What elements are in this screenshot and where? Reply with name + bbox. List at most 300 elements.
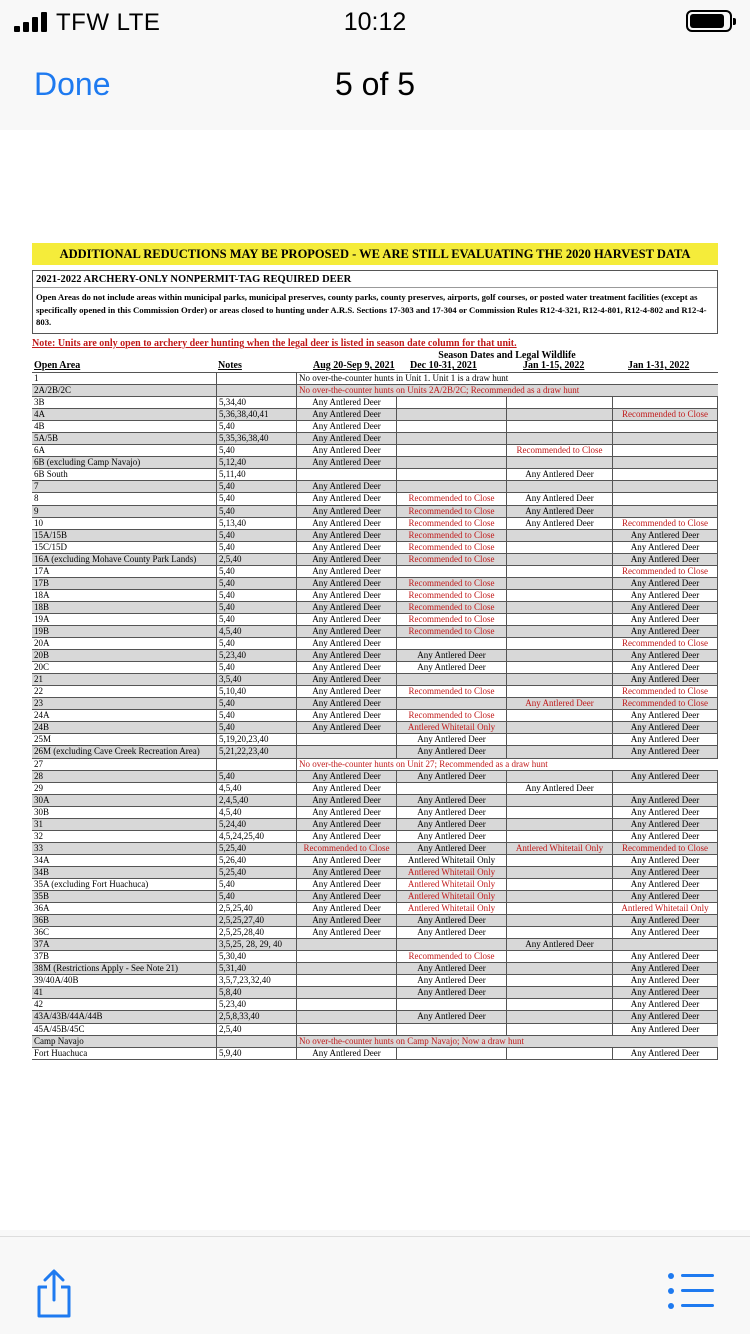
season-dec-cell [396,445,506,456]
notes-cell: 5,21,22,23,40 [216,746,296,757]
season-jan-15-cell [506,457,612,468]
open-area-cell: 15C/15D [34,541,68,552]
season-jan-15-cell [506,1024,612,1035]
open-area-cell: 19A [34,613,50,624]
notes-cell: 5,25,40 [216,843,296,854]
season-aug-sep-cell: Any Antlered Deer [296,722,396,733]
season-jan-15-cell [506,867,612,878]
notes-cell: 2,5,8,33,40 [216,1011,296,1022]
open-area-cell: 19B [34,625,50,636]
season-jan-31-cell: Any Antlered Deer [612,1024,718,1035]
list-icon[interactable] [668,1273,714,1309]
table-row [32,733,718,745]
season-jan-31-cell: Any Antlered Deer [612,867,718,878]
table-row [32,962,718,974]
season-jan-31-cell: Any Antlered Deer [612,554,718,565]
season-dec-cell: Any Antlered Deer [396,987,506,998]
season-aug-sep-cell: Any Antlered Deer [296,554,396,565]
open-area-cell: 43A/43B/44A/44B [34,1011,103,1022]
season-jan-31-cell [612,445,718,456]
season-aug-sep-cell: Any Antlered Deer [296,530,396,541]
table-row [32,998,718,1010]
season-dec-cell: Recommended to Close [396,590,506,601]
season-aug-sep-cell: Any Antlered Deer [296,795,396,806]
notes-cell: 2,4,5,40 [216,795,296,806]
notes-cell: 5,40 [216,614,296,625]
season-jan-15-cell [506,771,612,782]
season-aug-sep-cell: Any Antlered Deer [296,457,396,468]
season-jan-31-cell: Any Antlered Deer [612,987,718,998]
season-aug-sep-cell: Any Antlered Deer [296,590,396,601]
open-area-cell: 24B [34,722,50,733]
season-jan-15-cell [506,915,612,926]
table-row [32,444,718,456]
table-row [32,1010,718,1022]
season-dec-cell [396,421,506,432]
notes-cell: 4,5,24,25,40 [216,831,296,842]
season-jan-15-cell: Any Antlered Deer [506,518,612,529]
season-dec-cell: Recommended to Close [396,530,506,541]
season-jan-15-cell [506,891,612,902]
season-aug-sep-cell: Any Antlered Deer [296,927,396,938]
table-row [32,830,718,842]
table-row [32,432,718,444]
span-note-cell: No over-the-counter hunts on Unit 27; Recommended as a draw hunt [296,759,718,770]
table-row [32,914,718,926]
table-row [32,480,718,492]
col-open-area: Open Area [34,360,81,371]
notes-cell: 5,40 [216,662,296,673]
season-aug-sep-cell [296,975,396,986]
season-aug-sep-cell [296,963,396,974]
table-row [32,529,718,541]
season-jan-31-cell [612,506,718,517]
season-dec-cell: Antlered Whitetail Only [396,722,506,733]
table-row [32,878,718,890]
open-area-cell: 36A [34,903,50,914]
season-jan-31-cell: Any Antlered Deer [612,963,718,974]
season-jan-31-cell: Any Antlered Deer [612,542,718,553]
open-area-cell: Camp Navajo [34,1035,84,1046]
season-jan-31-cell: Any Antlered Deer [612,530,718,541]
season-jan-15-cell [506,481,612,492]
season-dec-cell [396,1024,506,1035]
table-row [32,950,718,962]
notes-cell: 5,23,40 [216,999,296,1010]
season-jan-15-cell [506,734,612,745]
season-jan-15-cell [506,433,612,444]
season-jan-31-cell [612,421,718,432]
season-jan-31-cell: Any Antlered Deer [612,855,718,866]
open-area-cell: 8 [34,493,39,504]
notes-cell [216,1036,296,1047]
season-jan-31-cell: Any Antlered Deer [612,915,718,926]
season-aug-sep-cell: Any Antlered Deer [296,566,396,577]
notes-cell: 5,40 [216,542,296,553]
table-body [32,372,718,1059]
table-row [32,396,718,408]
open-area-cell: 32 [34,830,43,841]
season-jan-31-cell: Any Antlered Deer [612,710,718,721]
season-jan-15-cell: Any Antlered Deer [506,506,612,517]
season-dec-cell: Any Antlered Deer [396,795,506,806]
span-note-cell: No over-the-counter hunts in Unit 1. Unit 1 is a draw hunt [296,373,718,384]
season-jan-15-cell: Antlered Whitetail Only [506,843,612,854]
notes-cell: 5,40 [216,698,296,709]
table-row [32,649,718,661]
season-jan-31-cell: Recommended to Close [612,566,718,577]
season-jan-31-cell: Any Antlered Deer [612,590,718,601]
season-aug-sep-cell: Any Antlered Deer [296,397,396,408]
season-aug-sep-cell: Any Antlered Deer [296,650,396,661]
season-dec-cell [396,397,506,408]
season-jan-31-cell: Any Antlered Deer [612,891,718,902]
done-button[interactable]: Done [34,66,111,102]
open-area-cell: 35B [34,891,50,902]
nav-bar [0,40,750,120]
season-dec-cell [396,409,506,420]
season-jan-15-cell [506,614,612,625]
col-notes: Notes [218,360,242,371]
table-row [32,986,718,998]
notes-cell: 5,40 [216,566,296,577]
open-area-cell: 23 [34,698,43,709]
notes-cell [216,759,296,770]
season-header: Season Dates and Legal Wildlife [438,350,576,361]
open-area-cell: 35A (excluding Fort Huachuca) [34,878,149,889]
season-aug-sep-cell: Any Antlered Deer [296,518,396,529]
season-dec-cell: Recommended to Close [396,626,506,637]
season-jan-15-cell [506,566,612,577]
table-row [32,601,718,613]
open-area-cell: 36C [34,927,50,938]
table-row [32,541,718,553]
season-aug-sep-cell: Any Antlered Deer [296,481,396,492]
season-dec-cell: Antlered Whitetail Only [396,891,506,902]
table-row [32,637,718,649]
battery-icon [686,10,732,32]
season-aug-sep-cell: Any Antlered Deer [296,710,396,721]
open-area-cell: 2A/2B/2C [34,385,72,396]
season-aug-sep-cell: Any Antlered Deer [296,674,396,685]
season-aug-sep-cell: Any Antlered Deer [296,602,396,613]
season-dec-cell [396,674,506,685]
document-title: 2021-2022 ARCHERY-ONLY NONPERMIT-TAG REQUIRED DEER [33,271,717,288]
notes-cell: 3,5,7,23,32,40 [216,975,296,986]
table-row [32,589,718,601]
season-aug-sep-cell [296,987,396,998]
season-dec-cell: Any Antlered Deer [396,662,506,673]
carrier-label: TFW LTE [56,9,161,36]
table-row [32,721,718,733]
table-row [32,613,718,625]
season-jan-15-cell [506,987,612,998]
open-area-cell: 10 [34,517,43,528]
season-aug-sep-cell: Any Antlered Deer [296,879,396,890]
season-aug-sep-cell [296,1011,396,1022]
open-area-cell: 41 [34,987,43,998]
season-jan-15-cell [506,626,612,637]
col-jan-15: Jan 1-15, 2022 [523,360,585,371]
season-jan-31-cell: Any Antlered Deer [612,819,718,830]
season-aug-sep-cell: Any Antlered Deer [296,915,396,926]
notes-cell: 5,40 [216,493,296,504]
notes-cell: 4,5,40 [216,783,296,794]
season-aug-sep-cell: Any Antlered Deer [296,783,396,794]
season-jan-15-cell [506,662,612,673]
notes-cell: 5,34,40 [216,397,296,408]
season-jan-31-cell: Any Antlered Deer [612,662,718,673]
season-aug-sep-cell: Any Antlered Deer [296,409,396,420]
season-dec-cell: Antlered Whitetail Only [396,903,506,914]
season-dec-cell: Antlered Whitetail Only [396,855,506,866]
open-area-cell: 25M [34,734,52,745]
season-jan-15-cell [506,409,612,420]
open-area-cell: 6A [34,445,45,456]
col-jan-31: Jan 1-31, 2022 [628,360,690,371]
season-jan-15-cell [506,819,612,830]
season-aug-sep-cell: Any Antlered Deer [296,662,396,673]
notes-cell: 3,5,25, 28, 29, 40 [216,939,296,950]
season-jan-31-cell: Any Antlered Deer [612,951,718,962]
open-area-cell: 1 [34,373,39,383]
season-jan-31-cell [612,783,718,794]
document-description: Open Areas do not include areas within municipal parks, municipal preserves, county parks, county preserves, airports, golf courses, or posted water treatment facilities (except as specifically opened in this Commission Order) or areas closed to hunting under A.R.S. Sections 17-303 and 17-304 or Commission Rules R12-4-321, R12-4-801, R12-4-802 and R12-4-803. [36,292,707,327]
notes-cell: 5,19,20,23,40 [216,734,296,745]
season-aug-sep-cell: Any Antlered Deer [296,807,396,818]
season-jan-31-cell: Recommended to Close [612,843,718,854]
season-dec-cell: Any Antlered Deer [396,746,506,757]
season-jan-15-cell: Any Antlered Deer [506,783,612,794]
open-area-cell: 38M (Restrictions Apply - See Note 21) [34,963,178,974]
season-jan-31-cell: Any Antlered Deer [612,807,718,818]
season-aug-sep-cell: Any Antlered Deer [296,1048,396,1059]
open-area-cell: 42 [34,999,43,1010]
season-jan-31-cell [612,481,718,492]
season-jan-31-cell: Any Antlered Deer [612,674,718,685]
notes-cell: 5,40 [216,879,296,890]
status-bar [0,0,750,40]
season-dec-cell: Recommended to Close [396,506,506,517]
document-header [32,270,718,334]
season-jan-31-cell [612,397,718,408]
season-jan-31-cell: Any Antlered Deer [612,650,718,661]
season-jan-31-cell: Any Antlered Deer [612,771,718,782]
season-dec-cell [396,783,506,794]
table-row [32,673,718,685]
open-area-cell: Fort Huachuca [34,1047,88,1058]
document-page[interactable] [0,130,750,1230]
season-jan-15-cell: Any Antlered Deer [506,698,612,709]
season-jan-31-cell: Any Antlered Deer [612,614,718,625]
notes-cell: 5,40 [216,891,296,902]
table-row [32,420,718,432]
season-dec-cell [396,469,506,480]
season-jan-31-cell: Recommended to Close [612,638,718,649]
notes-cell: 3,5,40 [216,674,296,685]
notes-cell: 5,12,40 [216,457,296,468]
table-row [32,818,718,830]
table-note: Note: Units are only open to archery deer hunting when the legal deer is listed in season date column for that unit. [32,338,517,349]
season-jan-31-cell: Any Antlered Deer [612,999,718,1010]
season-jan-15-cell [506,686,612,697]
open-area-cell: 20A [34,638,50,649]
notes-cell: 2,5,40 [216,554,296,565]
notes-cell [216,385,296,396]
season-jan-31-cell: Any Antlered Deer [612,734,718,745]
season-dec-cell [396,1048,506,1059]
notes-cell: 4,5,40 [216,626,296,637]
season-aug-sep-cell: Any Antlered Deer [296,903,396,914]
open-area-cell: 6B South [34,469,68,480]
col-aug-sep: Aug 20-Sep 9, 2021 [313,360,395,371]
season-dec-cell [396,939,506,950]
season-jan-15-cell [506,554,612,565]
open-area-cell: 9 [34,505,39,516]
open-area-cell: 34B [34,866,50,877]
season-aug-sep-cell: Any Antlered Deer [296,686,396,697]
notes-cell: 5,9,40 [216,1048,296,1059]
span-note-cell: No over-the-counter hunts on Units 2A/2B/2C; Recommended as a draw hunt [296,385,718,396]
table-row [32,1047,718,1059]
season-aug-sep-cell: Any Antlered Deer [296,493,396,504]
season-dec-cell: Any Antlered Deer [396,843,506,854]
season-aug-sep-cell [296,734,396,745]
open-area-cell: 36B [34,915,50,926]
season-aug-sep-cell: Any Antlered Deer [296,626,396,637]
season-aug-sep-cell: Any Antlered Deer [296,771,396,782]
notes-cell: 5,30,40 [216,951,296,962]
season-jan-31-cell: Recommended to Close [612,518,718,529]
season-aug-sep-cell [296,469,396,480]
reduction-banner: ADDITIONAL REDUCTIONS MAY BE PROPOSED - WE ARE STILL EVALUATING THE 2020 HARVEST DATA [32,243,718,265]
season-dec-cell [396,566,506,577]
notes-cell: 5,40 [216,638,296,649]
open-area-cell: 16A (excluding Mohave County Park Lands) [34,553,197,564]
season-table [32,338,718,1060]
notes-cell: 5,40 [216,481,296,492]
table-row [32,408,718,420]
notes-cell: 5,23,40 [216,650,296,661]
season-dec-cell: Recommended to Close [396,493,506,504]
season-jan-15-cell: Any Antlered Deer [506,939,612,950]
table-row [32,758,718,770]
open-area-cell: 29 [34,782,43,793]
notes-cell: 5,40 [216,506,296,517]
table-row [32,468,718,480]
table-row [32,854,718,866]
season-jan-15-cell [506,650,612,661]
open-area-cell: 45A/45B/45C [34,1023,85,1034]
season-jan-15-cell [506,746,612,757]
season-jan-15-cell [506,999,612,1010]
season-dec-cell: Recommended to Close [396,518,506,529]
open-area-cell: 5A/5B [34,433,59,444]
season-jan-15-cell [506,421,612,432]
open-area-cell: 20B [34,650,50,661]
season-jan-15-cell: Any Antlered Deer [506,493,612,504]
open-area-cell: 21 [34,674,43,685]
table-row [32,938,718,950]
table-row [32,625,718,637]
season-jan-15-cell [506,1011,612,1022]
season-dec-cell: Antlered Whitetail Only [396,879,506,890]
notes-cell: 5,31,40 [216,963,296,974]
season-dec-cell: Any Antlered Deer [396,1011,506,1022]
season-jan-15-cell [506,903,612,914]
season-aug-sep-cell [296,999,396,1010]
open-area-cell: 28 [34,770,43,781]
open-area-cell: 22 [34,686,43,697]
season-dec-cell: Any Antlered Deer [396,927,506,938]
season-jan-31-cell: Any Antlered Deer [612,626,718,637]
season-jan-31-cell: Any Antlered Deer [612,879,718,890]
share-icon[interactable] [34,1269,74,1319]
season-jan-31-cell: Any Antlered Deer [612,722,718,733]
season-jan-31-cell: Any Antlered Deer [612,602,718,613]
notes-cell: 5,40 [216,590,296,601]
season-aug-sep-cell: Any Antlered Deer [296,867,396,878]
season-dec-cell: Any Antlered Deer [396,734,506,745]
season-dec-cell: Recommended to Close [396,686,506,697]
season-dec-cell: Recommended to Close [396,602,506,613]
open-area-cell: 15A/15B [34,529,68,540]
season-aug-sep-cell [296,1024,396,1035]
season-jan-15-cell [506,855,612,866]
notes-cell: 5,40 [216,421,296,432]
season-jan-15-cell [506,879,612,890]
notes-cell: 5,8,40 [216,987,296,998]
season-dec-cell: Recommended to Close [396,542,506,553]
season-jan-15-cell [506,927,612,938]
notes-cell: 5,35,36,38,40 [216,433,296,444]
open-area-cell: 4A [34,409,45,420]
season-aug-sep-cell: Any Antlered Deer [296,578,396,589]
notes-cell: 5,24,40 [216,819,296,830]
notes-cell [216,373,296,384]
table-row [32,806,718,818]
season-jan-31-cell: Any Antlered Deer [612,795,718,806]
table-row [32,770,718,782]
clock: 10:12 [343,8,407,36]
open-area-cell: 27 [34,758,43,769]
season-dec-cell: Any Antlered Deer [396,915,506,926]
season-jan-31-cell: Any Antlered Deer [612,975,718,986]
season-aug-sep-cell: Any Antlered Deer [296,542,396,553]
open-area-cell: 37A [34,939,50,950]
season-jan-31-cell: Any Antlered Deer [612,1048,718,1059]
season-jan-31-cell: Recommended to Close [612,409,718,420]
notes-cell: 5,40 [216,578,296,589]
season-jan-15-cell [506,795,612,806]
season-jan-15-cell [506,638,612,649]
season-jan-31-cell [612,939,718,950]
season-jan-31-cell: Any Antlered Deer [612,831,718,842]
season-jan-31-cell [612,433,718,444]
open-area-cell: 17B [34,577,50,588]
page-count: 5 of 5 [334,66,416,102]
season-dec-cell: Recommended to Close [396,710,506,721]
open-area-cell: 39/40A/40B [34,975,79,986]
season-aug-sep-cell [296,746,396,757]
table-row [32,661,718,673]
notes-cell: 5,10,40 [216,686,296,697]
season-jan-31-cell: Any Antlered Deer [612,927,718,938]
season-jan-15-cell [506,951,612,962]
season-dec-cell: Any Antlered Deer [396,650,506,661]
notes-cell: 4,5,40 [216,807,296,818]
season-jan-15-cell [506,975,612,986]
